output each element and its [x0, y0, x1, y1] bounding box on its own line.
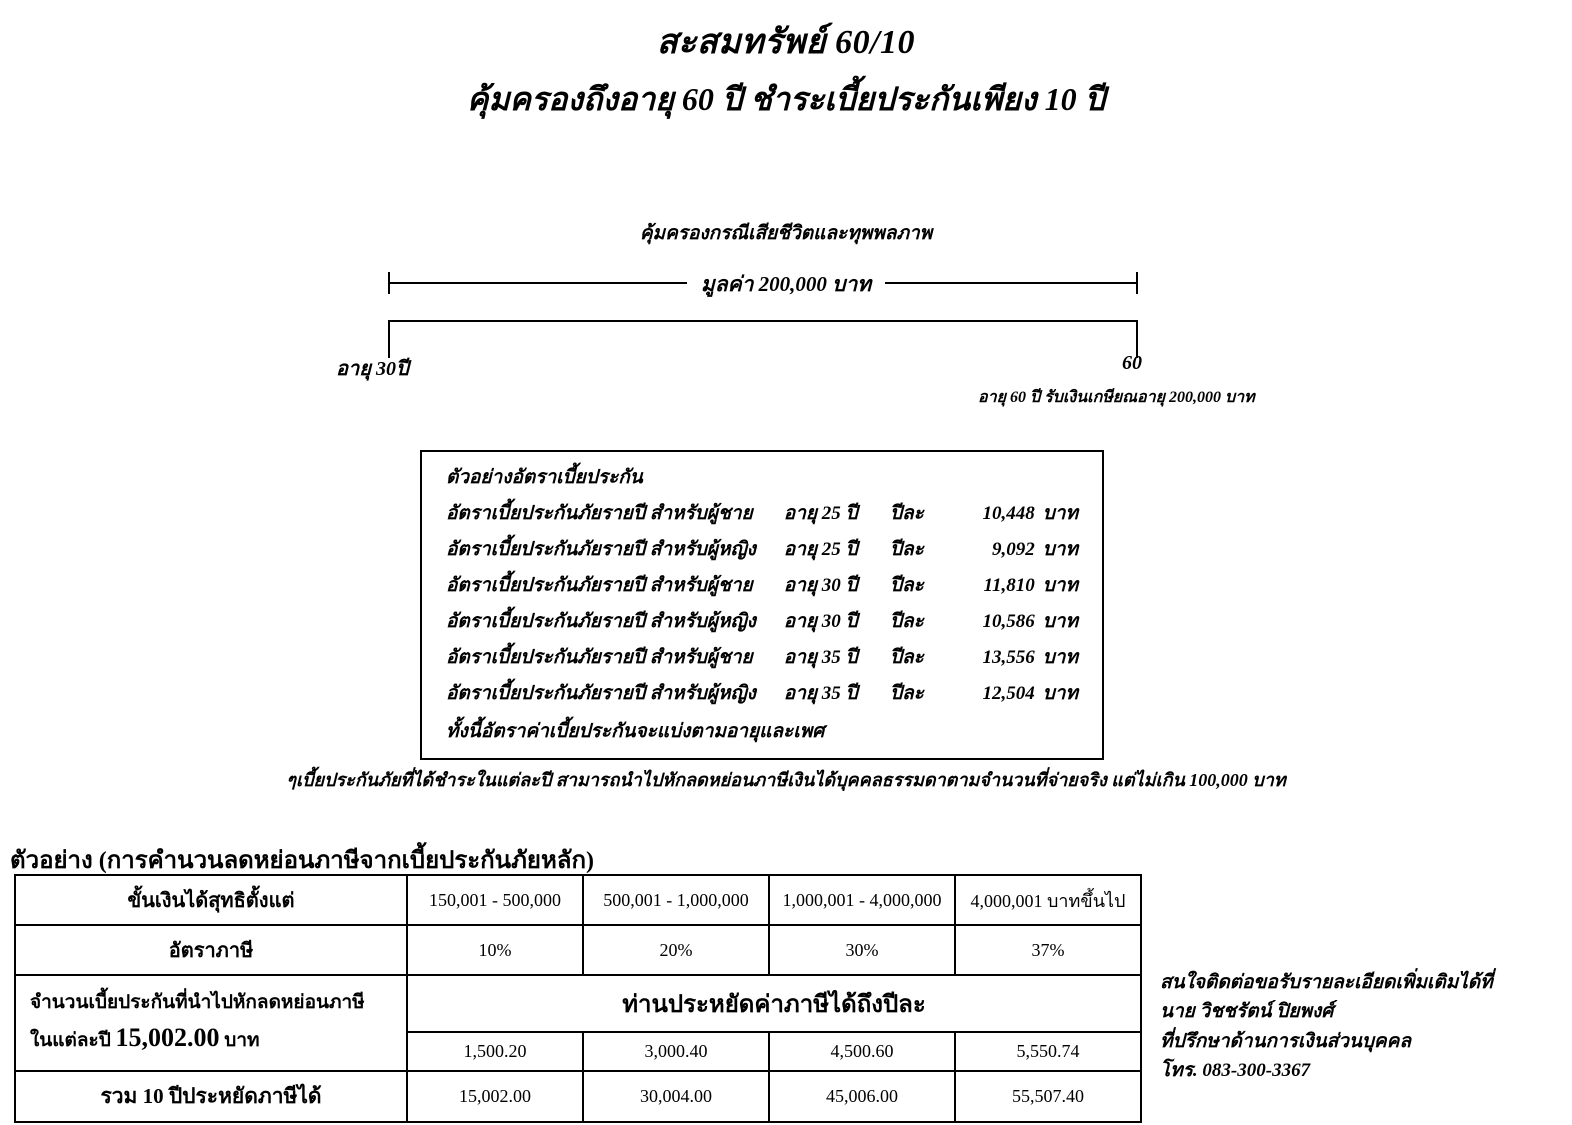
premium-row-unit: บาท [1042, 575, 1079, 596]
yearly-saving-cell: 4,500.60 [769, 1032, 955, 1071]
maturity-benefit-note: อายุ 60 ปี รับเงินเกษียณอายุ 200,000 บาท [978, 389, 1255, 406]
premium-row-period: ปีละ [889, 503, 924, 524]
tax-saving-table [14, 874, 1142, 1123]
table-row [15, 975, 1141, 1032]
premium-row-period: ปีละ [889, 683, 924, 704]
deductible-premium-prefix: จำนวนเบี้ยประกันที่นำไปหักลดหย่อนภาษี [30, 992, 365, 1014]
premium-row-unit: บาท [1042, 683, 1079, 704]
premium-rate-row [446, 606, 1078, 636]
premium-box-title: ตัวอย่างอัตราเบี้ยประกัน [446, 467, 643, 488]
timeline-age-end-label: 60 [1122, 352, 1142, 374]
premium-rate-row [446, 570, 1078, 600]
premium-rate-example-box [420, 450, 1104, 760]
example-section-heading: ตัวอย่าง (การคำนวนลดหย่อนภาษีจากเบี้ยประกันภัยหลัก) [10, 848, 595, 874]
premium-row-age: อายุ 25 ปี [783, 539, 858, 560]
premium-row-amount: 12,504 [982, 683, 1035, 704]
premium-row-age: อายุ 35 ปี [783, 683, 858, 704]
contact-agent-name: นาย วิชชรัตน์ ปิยพงศ์ [1160, 1001, 1334, 1023]
premium-row-unit: บาท [1042, 539, 1079, 560]
premium-row-amount: 9,092 [992, 539, 1035, 560]
premium-box-footnote: ทั้งนี้อัตราค่าเบี้ยประกันจะแบ่งตามอายุและเพศ [446, 721, 825, 742]
premium-row-period: ปีละ [889, 647, 924, 668]
yearly-saving-cell: 3,000.40 [583, 1032, 769, 1071]
deductible-premium-amount: 15,002.00 [115, 1022, 220, 1052]
tax-deduction-note: ๆเบี้ยประกันภัยที่ได้ชำระในแต่ละปี สามารถนำไปหักลดหย่อนภาษีเงินได้บุคคลธรรมดาตามจำนวนที่จ่ายจริง แต่ไม่เกิน 100,000 บาท [286, 770, 1286, 790]
row-label-income-level: ขั้นเงินได้สุทธิตั้งแต่ [15, 875, 407, 925]
income-bracket-cell: 150,001 - 500,000 [407, 875, 583, 925]
tax-rate-cell: 20% [583, 925, 769, 975]
premium-row-amount: 10,586 [982, 611, 1035, 632]
table-row [15, 925, 1141, 975]
savings-header-cell: ท่านประหยัดค่าภาษีได้ถึงปีละ [407, 975, 1141, 1032]
income-bracket-cell: 1,000,001 - 4,000,000 [769, 875, 955, 925]
income-bracket-cell: 500,001 - 1,000,000 [583, 875, 769, 925]
premium-row-desc: อัตราเบี้ยประกันภัยรายปี สำหรับผู้หญิง [446, 611, 756, 632]
table-row [15, 1071, 1141, 1122]
yearly-saving-cell: 5,550.74 [955, 1032, 1141, 1071]
premium-row-amount: 10,448 [982, 503, 1035, 524]
coverage-value-label [0, 268, 1572, 301]
ten-year-saving-cell: 15,002.00 [407, 1071, 583, 1122]
row-label-tax-rate: อัตราภาษี [15, 925, 407, 975]
ten-year-saving-cell: 45,006.00 [769, 1071, 955, 1122]
income-bracket-cell: 4,000,001 บาทขึ้นไป [955, 875, 1141, 925]
tax-rate-cell: 37% [955, 925, 1141, 975]
premium-rate-row [446, 498, 1078, 528]
premium-rate-row [446, 642, 1078, 672]
timeline-bracket-top [388, 320, 1138, 322]
premium-row-desc: อัตราเบี้ยประกันภัยรายปี สำหรับผู้หญิง [446, 683, 756, 704]
yearly-saving-cell: 1,500.20 [407, 1032, 583, 1071]
tax-rate-cell: 30% [769, 925, 955, 975]
timeline-age-start-label: อายุ 30ปี [336, 358, 409, 380]
premium-row-period: ปีละ [889, 539, 924, 560]
premium-row-desc: อัตราเบี้ยประกันภัยรายปี สำหรับผู้ชาย [446, 575, 753, 596]
page-title: สะสมทรัพย์ 60/10 [656, 24, 916, 61]
coverage-value-text: มูลค่า 200,000 บาท [687, 272, 885, 296]
premium-row-period: ปีละ [889, 575, 924, 596]
coverage-timeline-diagram [0, 210, 1572, 410]
deductible-premium-cell [15, 975, 407, 1071]
premium-row-desc: อัตราเบี้ยประกันภัยรายปี สำหรับผู้หญิง [446, 539, 756, 560]
diagram-caption: คุ้มครองกรณีเสียชีวิตและทุพพลภาพ [639, 223, 933, 244]
premium-row-period: ปีละ [889, 611, 924, 632]
contact-phone[interactable]: โทร. 083-300-3367 [1160, 1060, 1311, 1082]
premium-row-unit: บาท [1042, 611, 1079, 632]
premium-row-age: อายุ 35 ปี [783, 647, 858, 668]
premium-row-unit: บาท [1042, 647, 1079, 668]
deductible-premium-unit: บาท [224, 1029, 260, 1051]
premium-rate-row [446, 678, 1078, 708]
contact-line-intro: สนใจติดต่อขอรับรายละเอียดเพิ่มเติมได้ที่ [1160, 972, 1493, 993]
deductible-premium-suffix: ในแต่ละปี [30, 1029, 111, 1051]
tax-rate-cell: 10% [407, 925, 583, 975]
premium-row-amount: 13,556 [982, 647, 1035, 668]
premium-row-desc: อัตราเบี้ยประกันภัยรายปี สำหรับผู้ชาย [446, 647, 753, 668]
premium-row-age: อายุ 30 ปี [783, 575, 858, 596]
row-label-ten-year-total: รวม 10 ปีประหยัดภาษีได้ [15, 1071, 407, 1122]
premium-rate-row [446, 534, 1078, 564]
table-row [15, 875, 1141, 925]
contact-agent-role: ที่ปรึกษาด้านการเงินส่วนบุคคล [1160, 1030, 1411, 1052]
premium-row-age: อายุ 30 ปี [783, 611, 858, 632]
premium-row-amount: 11,810 [983, 575, 1035, 596]
premium-row-desc: อัตราเบี้ยประกันภัยรายปี สำหรับผู้ชาย [446, 503, 753, 524]
ten-year-saving-cell: 55,507.40 [955, 1071, 1141, 1122]
premium-row-unit: บาท [1042, 503, 1079, 524]
contact-block [1160, 968, 1560, 1086]
premium-row-age: อายุ 25 ปี [783, 503, 858, 524]
page-subtitle: คุ้มครองถึงอายุ 60 ปี ชำระเบี้ยประกันเพียง 10 ปี [467, 81, 1105, 117]
ten-year-saving-cell: 30,004.00 [583, 1071, 769, 1122]
